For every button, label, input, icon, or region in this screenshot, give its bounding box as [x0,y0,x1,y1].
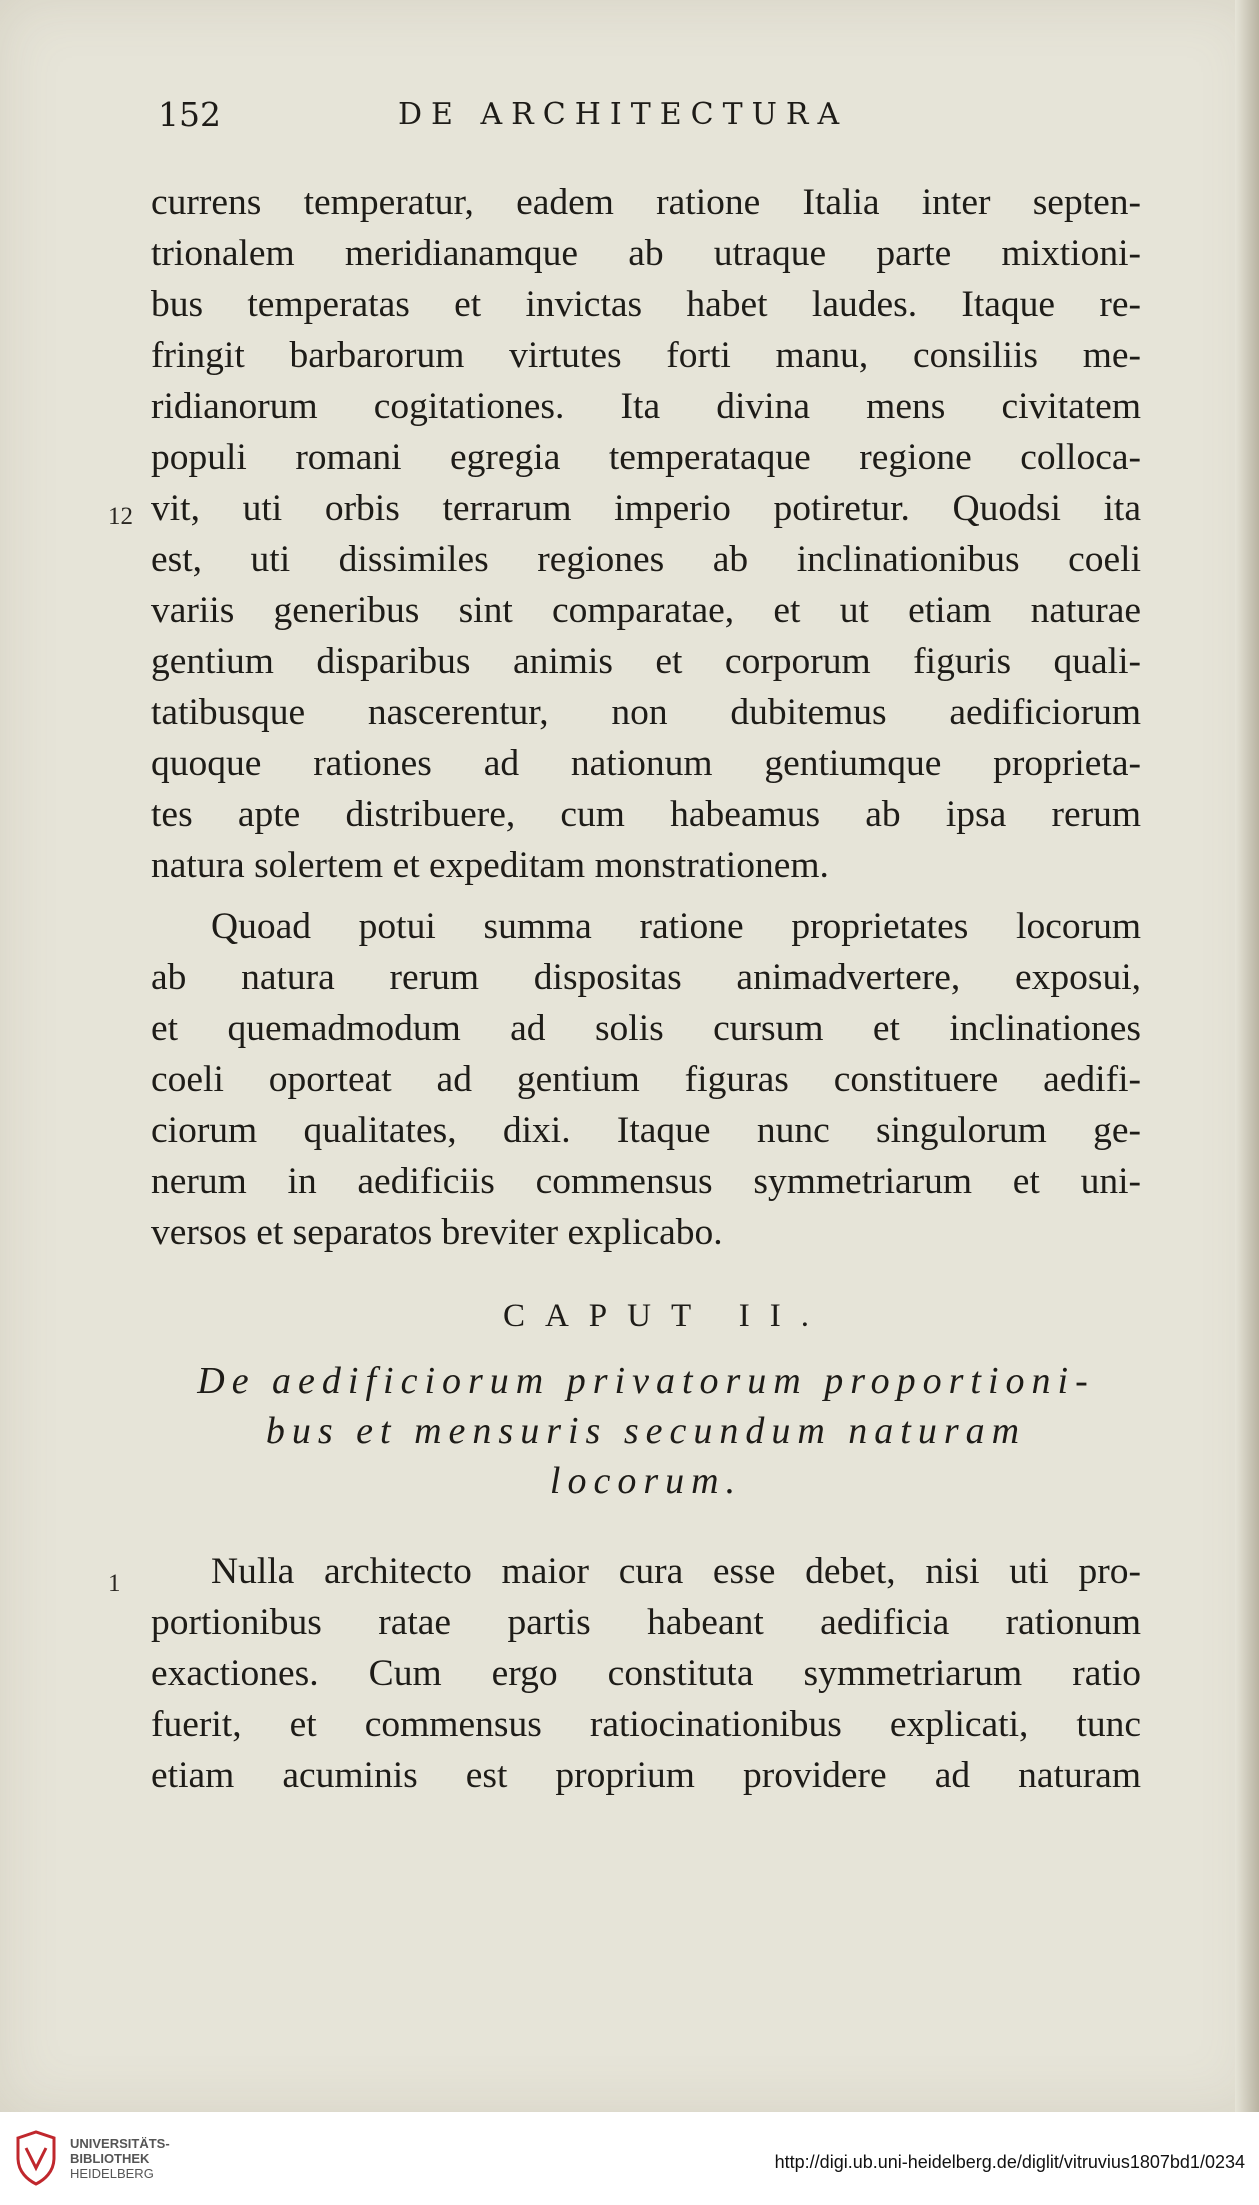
margin-section-number: 1 [108,1570,121,1597]
text-line: Quoad potui summa ratione proprietates locorum [211,906,1141,947]
text-line: currens temperatur, eadem ratione Italia inter septen- [151,182,1141,223]
text-line: tes apte distribuere, cum habeamus ab ipsa rerum [151,794,1141,835]
library-name-line: HEIDELBERG [70,2166,154,2181]
paragraph-2 [151,901,1141,1258]
subtitle-line: locorum. [549,1460,743,1502]
text-line: et quemadmodum ad solis cursum et inclinationes [151,1008,1141,1049]
text-line: etiam acuminis est proprium providere ad naturam [151,1755,1141,1796]
text-line: ab natura rerum dispositas animadvertere, exposui, [151,957,1141,998]
text-line: est, uti dissimiles regiones ab inclinationibus coeli [151,539,1141,580]
page-number: 152 [158,95,221,134]
library-name-line: UNIVERSITÄTS- [70,2136,170,2151]
page-header [158,95,918,145]
running-title: DE ARCHITECTURA [398,97,849,132]
text-line: ridianorum cogitationes. Ita divina mens civitatem [151,386,1141,427]
library-name [70,2136,170,2181]
paragraph-3 [108,1546,1141,1801]
chapter-subtitle [151,1356,1141,1506]
text-line: tatibusque nascerentur, non dubitemus aedificiorum [151,692,1141,733]
text-line: vit, uti orbis terrarum imperio potiretur. Quodsi ita [151,488,1141,529]
text-line: fringit barbarorum virtutes forti manu, consiliis me- [151,335,1141,376]
text-line: fuerit, et commensus ratiocinationibus explicati, tunc [151,1704,1141,1745]
text-line: quoque rationes ad nationum gentiumque proprieta- [151,743,1141,784]
subtitle-line: De aedificiorum privatorum proportioni- [197,1360,1095,1402]
text-line: Nulla architecto maior cura esse debet, nisi uti pro- [211,1551,1141,1592]
spacer [151,1506,1141,1546]
subtitle-line: bus et mensuris secundum naturam [265,1410,1027,1452]
page-body [108,177,1141,1801]
text-line: coeli oporteat ad gentium figuras constituere aedifi- [151,1059,1141,1100]
library-logo-icon [12,2128,60,2188]
page-spine-shadow [1235,0,1259,2112]
text-line: natura solertem et expeditam monstrationem. [151,845,829,886]
text-line: bus temperatas et invictas habet laudes. Itaque re- [151,284,1141,325]
permalink-url[interactable]: http://digi.ub.uni-heidelberg.de/diglit/vitruvius1807bd1/0234 [774,2152,1245,2172]
paragraph-1 [108,177,1141,891]
text-line: versos et separatos breviter explicabo. [151,1212,723,1253]
text-line: exactiones. Cum ergo constituta symmetriarum ratio [151,1653,1141,1694]
viewer-footer [0,2112,1259,2205]
text-line: portionibus ratae partis habeant aedificia rationum [151,1602,1141,1643]
text-line: trionalem meridianamque ab utraque parte mixtioni- [151,233,1141,274]
text-line: variis generibus sint comparatae, et ut etiam naturae [151,590,1141,631]
text-line: ciorum qualitates, dixi. Itaque nunc singulorum ge- [151,1110,1141,1151]
text-line: nerum in aedificiis commensus symmetriarum et uni- [151,1161,1141,1202]
text-line: gentium disparibus animis et corporum figuris quali- [151,641,1141,682]
text-line: populi romani egregia temperataque regione colloca- [151,437,1141,478]
library-name-line: BIBLIOTHEK [70,2151,150,2166]
margin-section-number: 12 [108,503,133,530]
chapter-heading: CAPUT II. [502,1298,830,1334]
